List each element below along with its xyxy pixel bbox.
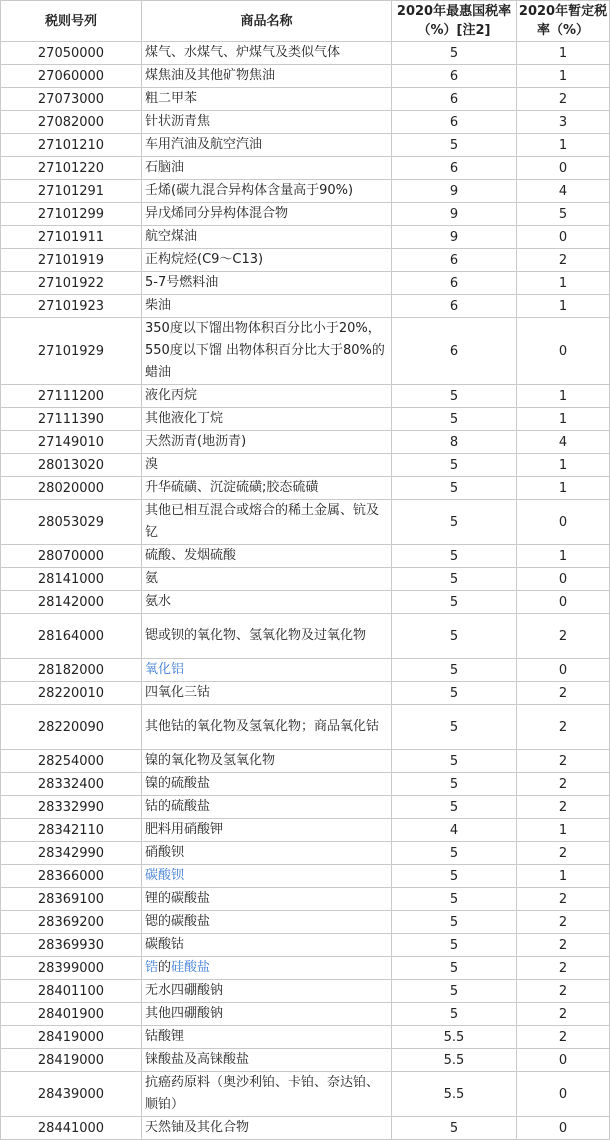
cell-name: 其他液化丁烷 (142, 408, 392, 431)
cell-mfn-rate: 6 (392, 157, 517, 180)
cell-name: 氨水 (142, 591, 392, 614)
cell-mfn-rate: 5 (392, 934, 517, 957)
table-row (1, 203, 610, 226)
cell-temp-rate: 3 (517, 111, 610, 134)
cell-mfn-rate: 5 (392, 980, 517, 1003)
cell-name: 溴 (142, 454, 392, 477)
cell-name: 其他四硼酸钠 (142, 1003, 392, 1026)
cell-mfn-rate: 5.5 (392, 1049, 517, 1072)
cell-mfn-rate: 5 (392, 705, 517, 750)
cell-temp-rate: 1 (517, 408, 610, 431)
table-row (1, 773, 610, 796)
table-row (1, 1072, 610, 1117)
cell-name: 锶或钡的氧化物、氢氧化物及过氧化物 (142, 614, 392, 659)
cell-temp-rate: 2 (517, 980, 610, 1003)
cell-code: 28070000 (1, 545, 142, 568)
cell-mfn-rate: 5 (392, 842, 517, 865)
table-row (1, 1117, 610, 1140)
cell-code: 27101922 (1, 272, 142, 295)
cell-name: 针状沥青焦 (142, 111, 392, 134)
cell-code: 28053029 (1, 500, 142, 545)
cell-name: 异戊烯同分异构体混合物 (142, 203, 392, 226)
cell-code: 27101919 (1, 249, 142, 272)
cell-mfn-rate: 5 (392, 42, 517, 65)
cell-code: 27101210 (1, 134, 142, 157)
cell-mfn-rate: 6 (392, 111, 517, 134)
table-row (1, 659, 610, 682)
table-row (1, 272, 610, 295)
cell-temp-rate: 2 (517, 842, 610, 865)
table-row (1, 682, 610, 705)
header-code: 税则号列 (1, 1, 142, 42)
cell-mfn-rate: 5 (392, 385, 517, 408)
cell-mfn-rate: 8 (392, 431, 517, 454)
cell-code: 28254000 (1, 750, 142, 773)
cell-code: 27050000 (1, 42, 142, 65)
cell-temp-rate: 2 (517, 682, 610, 705)
cell-mfn-rate: 5 (392, 500, 517, 545)
cell-temp-rate: 2 (517, 934, 610, 957)
cell-code: 27149010 (1, 431, 142, 454)
cell-code: 28366000 (1, 865, 142, 888)
table-row (1, 42, 610, 65)
cell-mfn-rate: 5 (392, 591, 517, 614)
cell-name: 航空煤油 (142, 226, 392, 249)
cell-temp-rate: 2 (517, 773, 610, 796)
cell-mfn-rate: 5 (392, 888, 517, 911)
cell-temp-rate: 2 (517, 750, 610, 773)
cell-mfn-rate: 5 (392, 454, 517, 477)
cell-name: 350度以下馏出物体积百分比小于20%，550度以下馏 出物体积百分比大于80%的蜡油 (142, 318, 392, 385)
table-row (1, 180, 610, 203)
header-mfn-rate: 2020年最惠国税率（%）[注2] (392, 1, 517, 42)
table-row (1, 980, 610, 1003)
table-row (1, 957, 610, 980)
table-row (1, 750, 610, 773)
cell-code: 28220090 (1, 705, 142, 750)
cell-mfn-rate: 5 (392, 477, 517, 500)
cell-name: 粗二甲苯 (142, 88, 392, 111)
table-row (1, 88, 610, 111)
table-row (1, 134, 610, 157)
cell-code: 27111200 (1, 385, 142, 408)
table-row (1, 911, 610, 934)
cell-code: 28369100 (1, 888, 142, 911)
cell-name: 其他钴的氧化物及氢氧化物；商品氧化钴 (142, 705, 392, 750)
cell-name: 其他已相互混合或熔合的稀土金属、钪及钇 (142, 500, 392, 545)
cell-temp-rate: 0 (517, 1072, 610, 1117)
cell-temp-rate: 4 (517, 180, 610, 203)
cell-temp-rate: 4 (517, 431, 610, 454)
cell-name: 无水四硼酸钠 (142, 980, 392, 1003)
cell-name: 铼酸盐及高铼酸盐 (142, 1049, 392, 1072)
cell-mfn-rate: 5 (392, 1003, 517, 1026)
table-row (1, 842, 610, 865)
cell-mfn-rate: 6 (392, 88, 517, 111)
name-text: 的 (158, 960, 172, 975)
cell-temp-rate: 2 (517, 888, 610, 911)
cell-code: 28401100 (1, 980, 142, 1003)
cell-temp-rate: 2 (517, 911, 610, 934)
cell-name-link[interactable]: 碳酸钡 (142, 865, 392, 888)
table-row (1, 454, 610, 477)
cell-name: 石脑油 (142, 157, 392, 180)
cell-temp-rate: 0 (517, 1049, 610, 1072)
cell-name: 天然铀及其化合物 (142, 1117, 392, 1140)
cell-code: 27101291 (1, 180, 142, 203)
cell-temp-rate: 1 (517, 42, 610, 65)
cell-mfn-rate: 6 (392, 65, 517, 88)
cell-code: 28401900 (1, 1003, 142, 1026)
cell-name (142, 957, 392, 980)
cell-code: 27082000 (1, 111, 142, 134)
cell-name: 升华硫磺、沉淀硫磺;胶态硫磺 (142, 477, 392, 500)
cell-temp-rate: 1 (517, 272, 610, 295)
table-row (1, 888, 610, 911)
cell-code: 28419000 (1, 1049, 142, 1072)
cell-temp-rate: 1 (517, 385, 610, 408)
cell-name: 镍的硫酸盐 (142, 773, 392, 796)
cell-name: 天然沥青(地沥青) (142, 431, 392, 454)
table-row (1, 1049, 610, 1072)
cell-temp-rate: 0 (517, 659, 610, 682)
cell-mfn-rate: 4 (392, 819, 517, 842)
table-row (1, 318, 610, 385)
cell-temp-rate: 1 (517, 454, 610, 477)
cell-mfn-rate: 5 (392, 1117, 517, 1140)
table-body (1, 42, 610, 1140)
header-row (1, 1, 610, 42)
cell-mfn-rate: 5 (392, 614, 517, 659)
cell-temp-rate: 0 (517, 226, 610, 249)
table-row (1, 408, 610, 431)
table-row (1, 65, 610, 88)
cell-code: 28220010 (1, 682, 142, 705)
cell-name: 煤焦油及其他矿物焦油 (142, 65, 392, 88)
cell-code: 28141000 (1, 568, 142, 591)
cell-temp-rate: 0 (517, 591, 610, 614)
cell-name: 肥料用硝酸钾 (142, 819, 392, 842)
cell-mfn-rate: 5.5 (392, 1072, 517, 1117)
cell-name: 正构烷烃(C9～C13) (142, 249, 392, 272)
cell-temp-rate: 2 (517, 249, 610, 272)
cell-temp-rate: 2 (517, 1026, 610, 1049)
cell-mfn-rate: 5 (392, 659, 517, 682)
cell-code: 28439000 (1, 1072, 142, 1117)
cell-name: 四氧化三钴 (142, 682, 392, 705)
cell-temp-rate: 2 (517, 88, 610, 111)
table-row (1, 591, 610, 614)
cell-name: 抗癌药原料（奥沙利铂、卡铂、奈达铂、顺铂） (142, 1072, 392, 1117)
cell-mfn-rate: 5 (392, 568, 517, 591)
cell-temp-rate: 2 (517, 796, 610, 819)
cell-code: 28164000 (1, 614, 142, 659)
cell-code: 28342990 (1, 842, 142, 865)
cell-code: 27101911 (1, 226, 142, 249)
cell-code: 27101299 (1, 203, 142, 226)
table-row (1, 1003, 610, 1026)
cell-name: 钴酸锂 (142, 1026, 392, 1049)
cell-code: 28342110 (1, 819, 142, 842)
cell-temp-rate: 2 (517, 1003, 610, 1026)
cell-mfn-rate: 5 (392, 796, 517, 819)
cell-name: 碳酸钴 (142, 934, 392, 957)
table-row (1, 614, 610, 659)
cell-mfn-rate: 5 (392, 865, 517, 888)
table-row (1, 249, 610, 272)
cell-name: 锶的碳酸盐 (142, 911, 392, 934)
cell-code: 28013020 (1, 454, 142, 477)
cell-mfn-rate: 9 (392, 180, 517, 203)
cell-temp-rate: 1 (517, 65, 610, 88)
cell-temp-rate: 1 (517, 295, 610, 318)
cell-name: 锂的碳酸盐 (142, 888, 392, 911)
cell-code: 28332990 (1, 796, 142, 819)
cell-code: 28182000 (1, 659, 142, 682)
cell-code: 28369930 (1, 934, 142, 957)
table-row (1, 819, 610, 842)
cell-code: 28020000 (1, 477, 142, 500)
table-row (1, 226, 610, 249)
cell-mfn-rate: 6 (392, 249, 517, 272)
cell-name: 5-7号燃料油 (142, 272, 392, 295)
cell-temp-rate: 1 (517, 477, 610, 500)
cell-mfn-rate: 5 (392, 545, 517, 568)
cell-name: 镍的氧化物及氢氧化物 (142, 750, 392, 773)
cell-temp-rate: 1 (517, 819, 610, 842)
cell-code: 28332400 (1, 773, 142, 796)
cell-code: 27060000 (1, 65, 142, 88)
cell-temp-rate: 5 (517, 203, 610, 226)
cell-mfn-rate: 6 (392, 295, 517, 318)
table-row (1, 796, 610, 819)
cell-mfn-rate: 5 (392, 134, 517, 157)
cell-code: 28441000 (1, 1117, 142, 1140)
cell-code: 27101220 (1, 157, 142, 180)
cell-temp-rate: 2 (517, 614, 610, 659)
cell-name: 车用汽油及航空汽油 (142, 134, 392, 157)
cell-name: 硫酸、发烟硫酸 (142, 545, 392, 568)
cell-name: 钴的硫酸盐 (142, 796, 392, 819)
header-temp-rate: 2020年暂定税率（%） (517, 1, 610, 42)
cell-code: 27101923 (1, 295, 142, 318)
cell-code: 27073000 (1, 88, 142, 111)
cell-name: 柴油 (142, 295, 392, 318)
cell-temp-rate: 0 (517, 500, 610, 545)
cell-name: 液化丙烷 (142, 385, 392, 408)
table-row (1, 500, 610, 545)
cell-mfn-rate: 5 (392, 408, 517, 431)
header-name: 商品名称 (142, 1, 392, 42)
table-row (1, 545, 610, 568)
cell-temp-rate: 1 (517, 865, 610, 888)
cell-temp-rate: 0 (517, 568, 610, 591)
cell-mfn-rate: 6 (392, 272, 517, 295)
cell-code: 28142000 (1, 591, 142, 614)
cell-mfn-rate: 5 (392, 957, 517, 980)
cell-code: 27111390 (1, 408, 142, 431)
table-row (1, 934, 610, 957)
cell-code: 28419000 (1, 1026, 142, 1049)
table-row (1, 157, 610, 180)
table-row (1, 295, 610, 318)
cell-code: 28399000 (1, 957, 142, 980)
cell-temp-rate: 0 (517, 157, 610, 180)
cell-mfn-rate: 9 (392, 203, 517, 226)
cell-name: 煤气、水煤气、炉煤气及类似气体 (142, 42, 392, 65)
cell-temp-rate: 0 (517, 1117, 610, 1140)
cell-temp-rate: 1 (517, 545, 610, 568)
table-row (1, 568, 610, 591)
cell-mfn-rate: 6 (392, 318, 517, 385)
table-row (1, 111, 610, 134)
table-row (1, 865, 610, 888)
name-link[interactable]: 锆 (145, 960, 159, 975)
cell-code: 28369200 (1, 911, 142, 934)
table-row (1, 431, 610, 454)
cell-name: 氨 (142, 568, 392, 591)
cell-temp-rate: 1 (517, 134, 610, 157)
cell-name-link[interactable]: 氧化铝 (142, 659, 392, 682)
table-row (1, 1026, 610, 1049)
cell-temp-rate: 2 (517, 957, 610, 980)
cell-mfn-rate: 5 (392, 773, 517, 796)
table-row (1, 385, 610, 408)
table-row (1, 477, 610, 500)
cell-name: 壬烯(碳九混合异构体含量高于90%) (142, 180, 392, 203)
cell-mfn-rate: 5 (392, 911, 517, 934)
cell-mfn-rate: 5 (392, 750, 517, 773)
name-link[interactable]: 硅酸盐 (171, 960, 211, 975)
cell-temp-rate: 2 (517, 705, 610, 750)
cell-mfn-rate: 5.5 (392, 1026, 517, 1049)
cell-name: 硝酸钡 (142, 842, 392, 865)
cell-code: 27101929 (1, 318, 142, 385)
cell-mfn-rate: 5 (392, 682, 517, 705)
table-row (1, 705, 610, 750)
cell-temp-rate: 0 (517, 318, 610, 385)
cell-mfn-rate: 9 (392, 226, 517, 249)
